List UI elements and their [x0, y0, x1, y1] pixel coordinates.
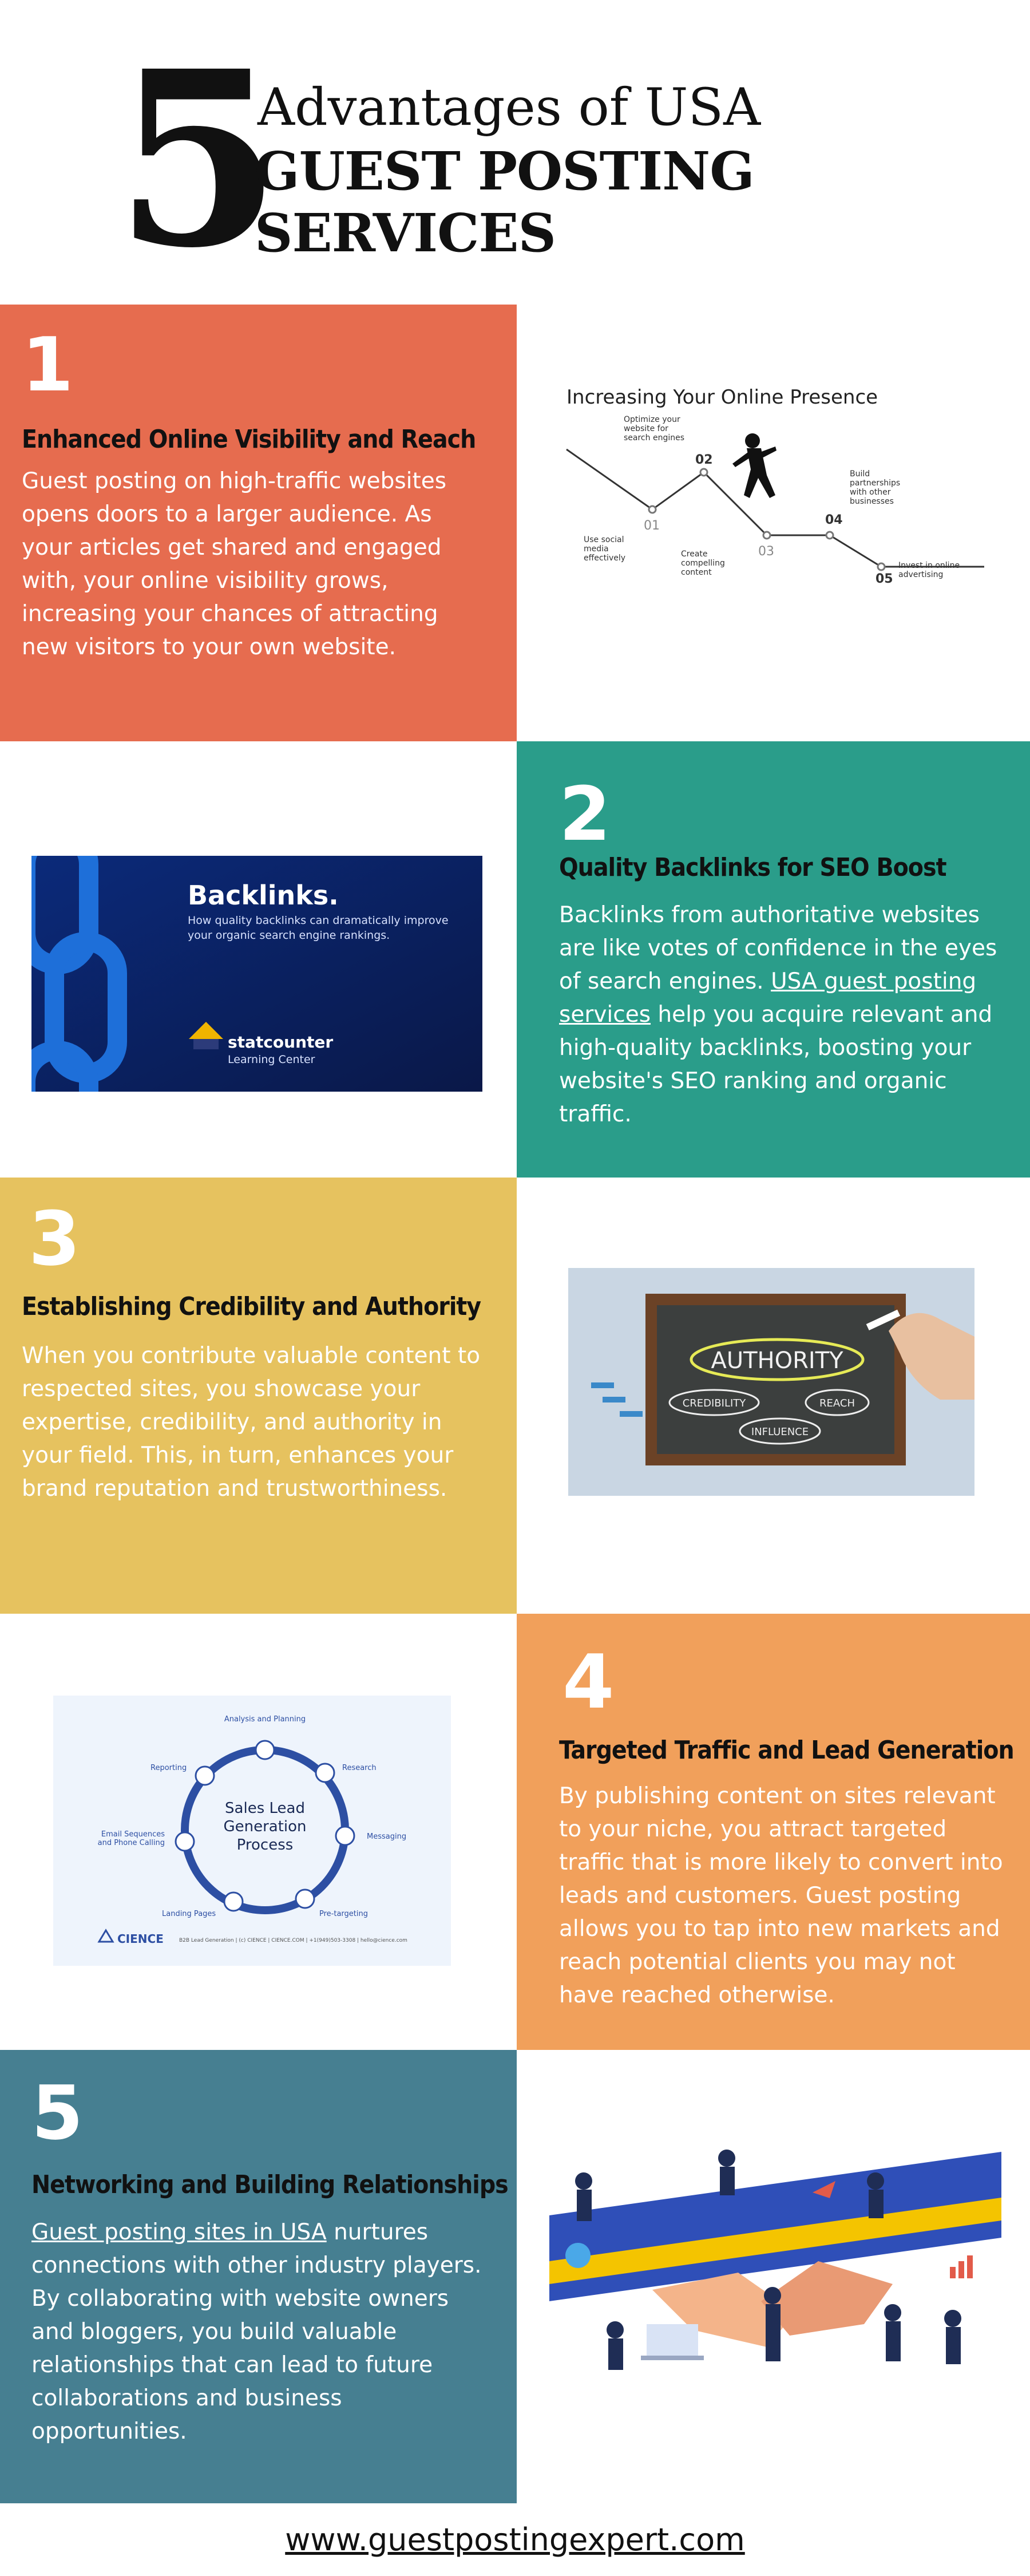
svg-text:Generation: Generation [223, 1818, 307, 1835]
svg-text:Pre-targeting: Pre-targeting [319, 1910, 368, 1918]
image-title: Increasing Your Online Presence [566, 386, 878, 409]
backlinks-image: Backlinks. How quality backlinks can dramatically improve your organic search engine rankings. statcounter Learning Center [31, 856, 482, 1092]
section-number: 1 [22, 321, 74, 408]
svg-text:INFLUENCE: INFLUENCE [751, 1426, 809, 1438]
svg-text:B2B Lead Generation | (c) CIEN: B2B Lead Generation | (c) CIENCE | CIENCE.COM | +1(949)503-3308 | hello@cience.com [179, 1938, 407, 1943]
section-number: 5 [31, 2069, 84, 2156]
section-body: Guest posting on high-traffic websites opens doors to a larger audience. As your articles get shared and engaged with, your online visibility grows, increasing your chances of attracting new visitors to your own website. [22, 468, 447, 660]
climbing-person-icon [732, 433, 777, 498]
section-5-panel [0, 2050, 517, 2503]
section-body: Backlinks from authoritative websites are like votes of confidence in the eyes of search engines. USA guest posting services help you acquire relevant and high-quality backlinks, boosting your website's SEO ranking and organic traffic. [559, 902, 997, 1127]
svg-text:Research: Research [342, 1764, 377, 1772]
svg-text:Learning Center: Learning Center [228, 1053, 315, 1066]
section-heading: Enhanced Online Visibility and Reach [22, 425, 476, 454]
usa-guest-posting-services-link[interactable]: USA guest posting services [559, 969, 977, 1028]
svg-text:Messaging: Messaging [367, 1832, 407, 1841]
svg-text:Landing Pages: Landing Pages [162, 1910, 216, 1918]
section-heading: Networking and Building Relationships [31, 2170, 508, 2199]
networking-illustration [549, 2141, 1001, 2381]
section-heading: Quality Backlinks for SEO Boost [559, 853, 946, 882]
guest-posting-sites-link[interactable]: Guest posting sites in USA [31, 2219, 327, 2245]
svg-text:01: 01 [644, 519, 660, 533]
svg-text:Backlinks.: Backlinks. [188, 880, 339, 911]
svg-text:Analysis and Planning: Analysis and Planning [224, 1715, 306, 1724]
sales-lead-process-image: Sales Lead Generation Process Analysis and Planning Research Messaging Pre-targeting Landing Pages Email Sequences and Phone Calling Reporting CIENCE B2B Lead Generation | (c) CIENCE | CIENCE.COM | +1(949)503-3308 | hello@cience.com [53, 1696, 451, 1966]
footer-url-link[interactable]: www.guestpostingexpert.com [285, 2522, 745, 2558]
svg-text:Sales Lead: Sales Lead [225, 1800, 305, 1817]
section-heading: Targeted Traffic and Lead Generation [559, 1736, 1014, 1765]
section-body: By publishing content on sites relevant to your niche, you attract targeted traffic that is more likely to convert into leads and customers. Guest posting allows you to tap into new markets and reach potential clients you may not have reached otherwise. [559, 1783, 1003, 2008]
svg-text:Process: Process [236, 1836, 294, 1854]
online-presence-image: Increasing Your Online Presence 01 02 03 04 05 Use social media effectively Optimize your website for search engines Create compelling content Build partnerships with other businesses Invest in online advertising [549, 378, 996, 595]
section-heading: Establishing Credibility and Authority [22, 1292, 481, 1321]
svg-text:REACH: REACH [819, 1397, 855, 1409]
section-4-panel [517, 1614, 1030, 2050]
section-3-panel [0, 1178, 517, 1614]
authority-chalkboard-image [568, 1268, 974, 1496]
svg-text:Reporting: Reporting [150, 1764, 187, 1772]
section-body: When you contribute valuable content to respected sites, you showcase your expertise, credibility, and authority in your field. This, in turn, enhances your brand reputation and trustworthiness. [22, 1343, 481, 1502]
section-2-panel [517, 741, 1030, 1178]
section-number: 3 [29, 1195, 81, 1282]
section-1-panel [0, 305, 517, 741]
svg-text:03: 03 [758, 544, 774, 559]
svg-text:02: 02 [695, 453, 713, 467]
svg-text:AUTHORITY: AUTHORITY [711, 1348, 843, 1374]
page-title-line1: Advantages of USA [258, 77, 761, 137]
header-number: 5 [114, 19, 282, 301]
svg-text:CREDIBILITY: CREDIBILITY [682, 1397, 746, 1409]
svg-text:statcounter: statcounter [228, 1033, 334, 1052]
svg-text:CIENCE: CIENCE [117, 1932, 164, 1946]
page-title-line2: GUEST POSTING SERVICES [255, 140, 754, 264]
section-number: 4 [562, 1638, 615, 1725]
laptop-icon [641, 2324, 704, 2360]
section-body: Guest posting sites in USA nurtures connections with other industry players. By collaborating with website owners and bloggers, you build valuable relationships that can lead to future collaborations and business opportunities. [31, 2219, 482, 2444]
bar-chart-icon [950, 2255, 973, 2278]
svg-text:05: 05 [876, 572, 893, 586]
svg-text:04: 04 [825, 513, 843, 527]
section-number: 2 [559, 771, 611, 858]
